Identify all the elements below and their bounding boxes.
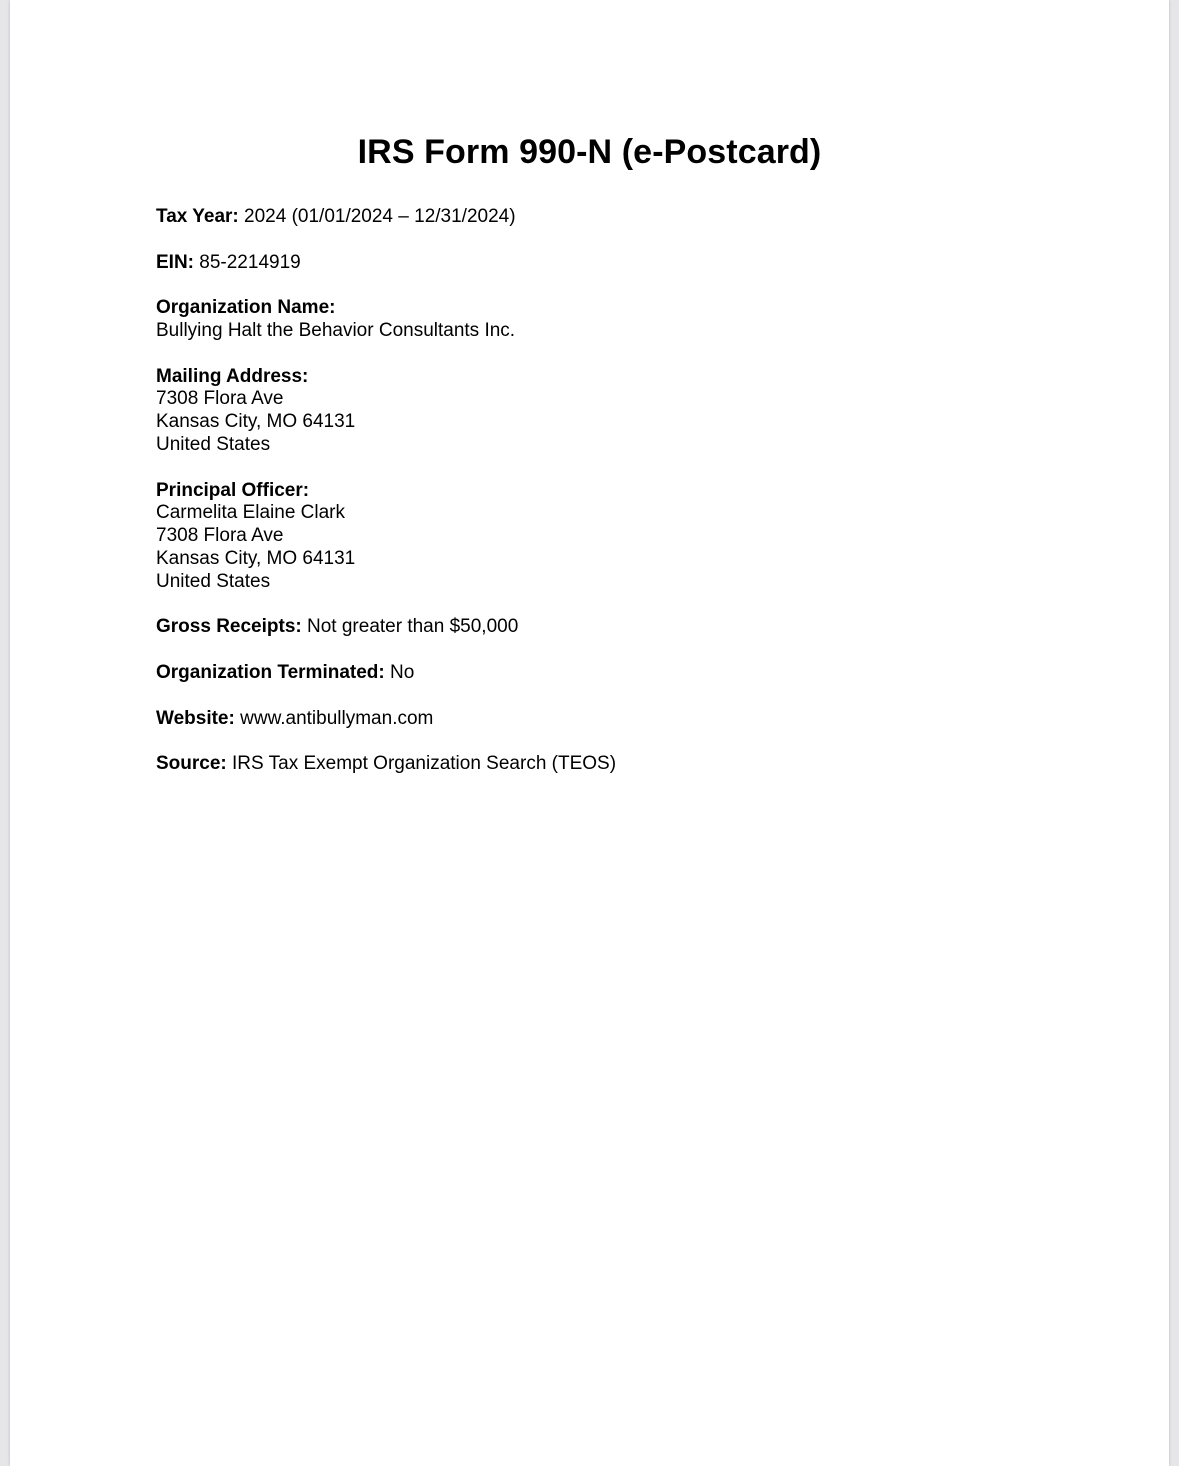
principal-officer-city: Kansas City, MO 64131 [156,547,356,569]
document-body [156,206,1056,799]
ein-field [156,252,1056,275]
organization-terminated-field [156,662,1056,685]
mailing-address-label: Mailing Address: [156,365,309,387]
principal-officer-name: Carmelita Elaine Clark [156,502,346,524]
tax-year-value: 2024 (01/01/2024 – 12/31/2024) [244,206,516,227]
principal-officer-country: United States [156,570,271,592]
ein-value: 85-2214919 [199,251,301,273]
gross-receipts-label: Gross Receipts: [156,616,302,638]
source-value: IRS Tax Exempt Organization Search (TEOS) [232,753,617,775]
organization-terminated-value: No [390,661,415,683]
document-title: IRS Form 990-N (e-Postcard) [357,133,822,171]
mailing-address-field [156,366,1056,457]
tax-year-field [156,206,1056,229]
document-page [10,0,1169,1466]
principal-officer-label: Principal Officer: [156,479,310,501]
organization-name-field [156,297,1056,343]
tax-year-label: Tax Year: [156,206,239,227]
principal-officer-street: 7308 Flora Ave [156,525,284,547]
mailing-address-street: 7308 Flora Ave [156,388,284,410]
website-field [156,708,1056,731]
mailing-address-country: United States [156,433,271,455]
website-label: Website: [156,707,235,729]
organization-name-line: Bullying Halt the Behavior Consultants Inc. [156,319,516,341]
organization-terminated-label: Organization Terminated: [156,661,385,683]
source-label: Source: [156,753,227,775]
ein-label: EIN: [156,251,194,273]
mailing-address-city: Kansas City, MO 64131 [156,411,356,433]
website-value: www.antibullyman.com [240,707,434,729]
organization-name-label: Organization Name: [156,297,336,319]
principal-officer-field [156,480,1056,594]
gross-receipts-field [156,616,1056,639]
gross-receipts-value: Not greater than $50,000 [307,616,519,638]
source-field [156,753,1056,776]
